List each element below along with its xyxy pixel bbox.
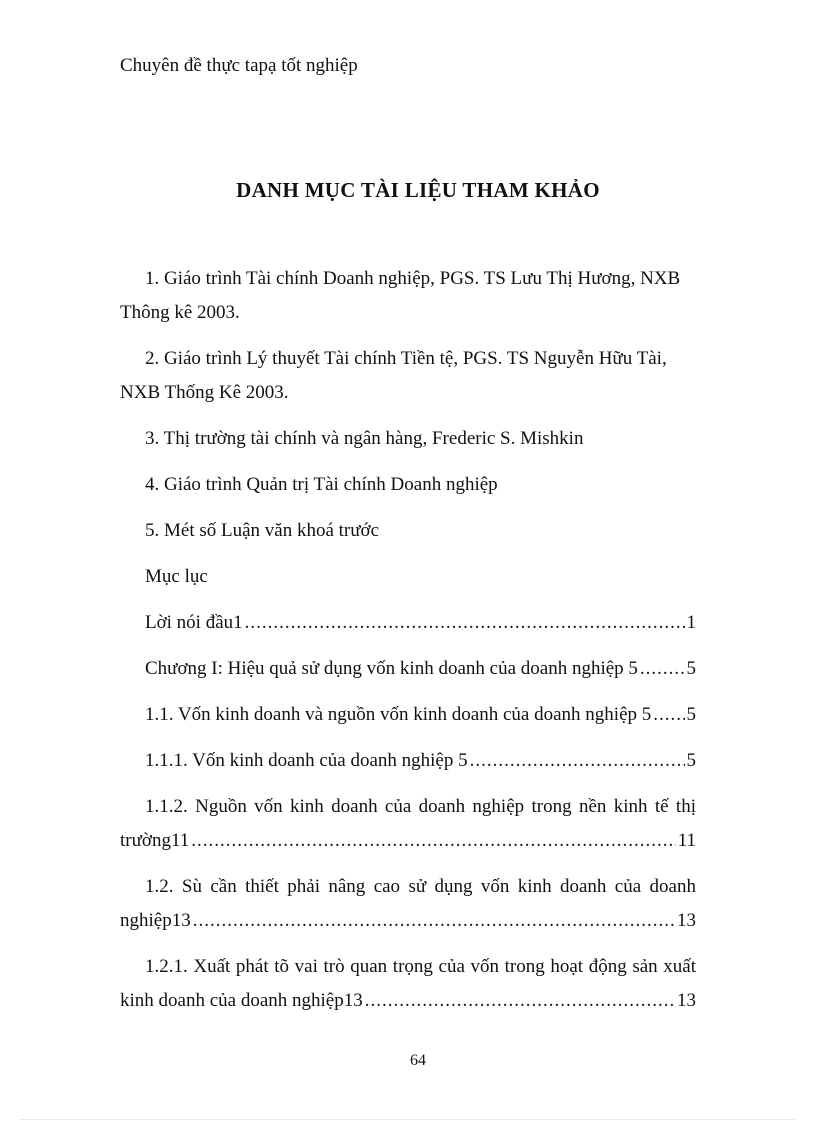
reference-text: 1. Giáo trình Tài chính Doanh nghiệp, PGS. TS Lưu Thị Hương, NXB	[145, 268, 681, 289]
toc-leader-dots	[653, 698, 684, 732]
toc-page-number: 5	[686, 658, 696, 679]
toc-entry-text-cont: kinh doanh của doanh nghiệp13	[120, 990, 363, 1011]
toc-entry-text-cont: nghiệp13	[120, 910, 191, 931]
toc-page-number: 11	[677, 830, 696, 851]
toc-page-number: 5	[686, 704, 696, 725]
reference-text-cont: NXB Thống Kê 2003.	[120, 382, 289, 403]
reference-item	[120, 422, 696, 456]
footer-divider	[20, 1119, 796, 1120]
toc-page-number: 13	[677, 910, 696, 931]
toc-leader-dots	[470, 744, 685, 778]
toc-entry-text: Lời nói đầu1	[145, 612, 243, 633]
toc-entry	[120, 950, 696, 1018]
toc-page-number: 5	[686, 750, 696, 771]
reference-item	[120, 262, 696, 330]
page-number: 64	[410, 1052, 426, 1069]
toc-leader-dots	[365, 984, 675, 1018]
toc-entry-text-cont: trường11	[120, 830, 190, 851]
reference-item	[120, 342, 696, 410]
toc-entry-text: Chương I: Hiệu quả sử dụng vốn kinh doanh của doanh nghiệp 5	[145, 658, 638, 679]
reference-item	[120, 468, 696, 502]
toc-entry	[120, 606, 696, 640]
reference-text: 2. Giáo trình Lý thuyết Tài chính Tiền tệ, PGS. TS Nguyễn Hữu Tài,	[145, 348, 667, 369]
toc-entry	[120, 790, 696, 858]
page-header: Chuyên đề thực tapạ tốt nghiệp	[120, 55, 358, 76]
page-title: DANH MỤC TÀI LIỆU THAM KHẢO	[236, 178, 600, 202]
toc-heading: Mục lục	[145, 566, 208, 587]
toc-entry-text: 1.1.2. Nguồn vốn kinh doanh của doanh nghiệp trong nền kinh tế thị	[145, 796, 696, 817]
reference-text-cont: Thông kê 2003.	[120, 302, 240, 323]
toc-entry	[120, 652, 696, 686]
toc-entry	[120, 744, 696, 778]
document-body	[120, 262, 696, 1030]
toc-entry	[120, 698, 696, 732]
toc-page-number: 1	[686, 612, 696, 633]
reference-text: 3. Thị trường tài chính và ngân hàng, Frederic S. Mishkin	[145, 428, 584, 449]
reference-text: 4. Giáo trình Quản trị Tài chính Doanh nghiệp	[145, 474, 498, 495]
reference-item	[120, 514, 696, 548]
toc-leader-dots	[191, 824, 675, 858]
toc-leader-dots	[640, 652, 685, 686]
reference-text: 5. Mét số Luận văn khoá trước	[145, 520, 380, 541]
toc-entry-text: 1.1. Vốn kinh doanh và nguồn vốn kinh doanh của doanh nghiệp 5	[145, 704, 652, 725]
toc-entry-text: 1.1.1. Vốn kinh doanh của doanh nghiệp 5	[145, 750, 468, 771]
toc-page-number: 13	[677, 990, 696, 1011]
toc-leader-dots	[193, 904, 675, 938]
toc-entry-text: 1.2.1. Xuất phát tõ vai trò quan trọng của vốn trong hoạt động sản xuất	[145, 956, 696, 977]
toc-entry	[120, 870, 696, 938]
toc-entry-text: 1.2. Sù cần thiết phải nâng cao sử dụng vốn kinh doanh của doanh	[145, 876, 696, 897]
toc-leader-dots	[245, 606, 685, 640]
